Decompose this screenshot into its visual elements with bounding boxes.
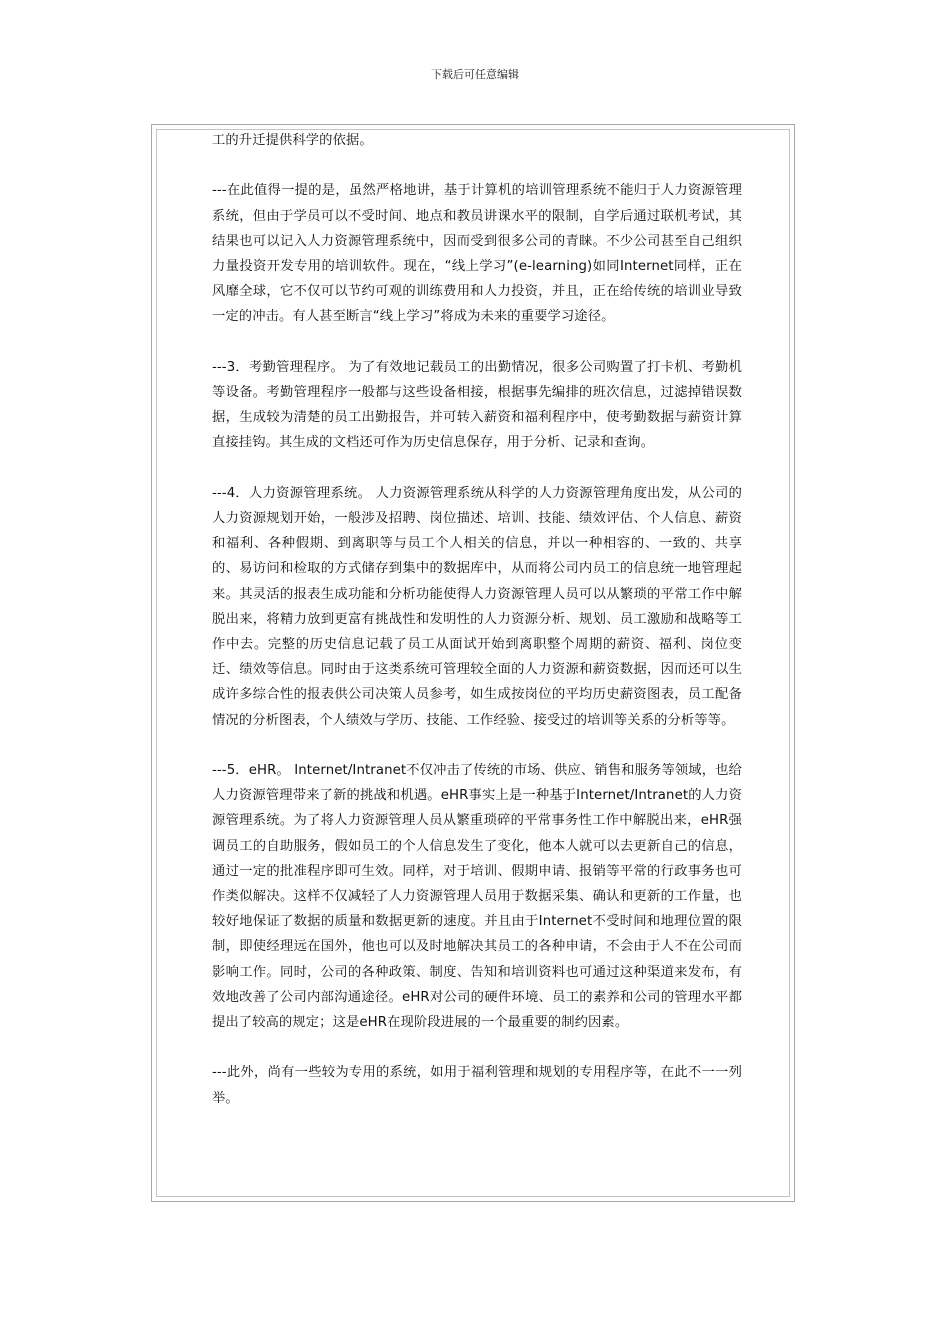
paragraph-ehr: ---5．eHR。 Internet/Intranet不仅冲击了传统的市场、供应、销售和服务等领域，也给人力资源管理带来了新的挑战和机遇。eHR事实上是一种基于Internet/Intranet的人力资源管理系统。为了将人力资源管理人员从繁重琐碎的平常事务性工作中解脱出来，eHR强调员工的自助服务，假如员工的个人信息发生了变化，他本人就可以去更新自己的信息，通过一定的批准程序即可生效。同样，对于培训、假期申请、报销等平常的行政事务也可作类似解决。这样不仅减轻了人力资源管理人员用于数据采集、确认和更新的工作量，也较好地保证了数据的质量和数据更新的速度。并且由于Internet不受时间和地理位置的限制，即使经理远在国外，他也可以及时地解决其员工的各种申请，不会由于人不在公司而影响工作。同时，公司的各种政策、制度、告知和培训资料也可通过这种渠道来发布，有效地改善了公司内部沟通途径。eHR对公司的硬件环境、员工的素养和公司的管理水平都提出了较高的规定；这是eHR在现阶段进展的一个最重要的制约因素。 xyxy=(212,763,742,1031)
paragraph-gap xyxy=(212,330,742,355)
paragraph-continuation: 工的升迁提供科学的依据。 xyxy=(212,133,373,148)
paragraph-gap xyxy=(212,733,742,758)
paragraph-gap xyxy=(212,153,742,178)
paragraph-hr-management-system: ---4．人力资源管理系统。 人力资源管理系统从科学的人力资源管理角度出发，从公司的人力资源规划开始，一般涉及招聘、岗位描述、培训、技能、绩效评估、个人信息、薪资和福利、各种假期、到离职等与员工个人相关的信息，并以一种相容的、一致的、共享的、易访问和检取的方式储存到集中的数据库中，从而将公司内员工的信息统一地管理起来。其灵活的报表生成功能和分析功能使得人力资源管理人员可以从繁琐的平常工作中解脱出来，将精力放到更富有挑战性和发明性的人力资源分析、规划、员工激励和战略等工作中去。完整的历史信息记载了员工从面试开始到离职整个周期的薪资、福利、岗位变迁、绩效等信息。同时由于这类系统可管理较全面的人力资源和薪资数据，因而还可以生成许多综合性的报表供公司决策人员参考，如生成按岗位的平均历史薪资图表，员工配备情况的分析图表，个人绩效与学历、技能、工作经验、接受过的培训等关系的分析等等。 xyxy=(212,485,742,728)
paragraph-attendance-program: ---3．考勤管理程序。 为了有效地记载员工的出勤情况，很多公司购置了打卡机、考勤机等设备。考勤管理程序一般都与这些设备相接，根据事先编排的班次信息，过滤掉错误数据，生成较为清楚的员工出勤报告，并可转入薪资和福利程序中，使考勤数据与薪资计算直接挂钩。其生成的文档还可作为历史信息保存，用于分析、记录和查询。 xyxy=(212,359,742,451)
document-body xyxy=(212,128,742,1111)
page-header: 下载后可任意编辑 xyxy=(431,68,519,81)
paragraph-gap xyxy=(212,1035,742,1060)
paragraph-other-systems: ---此外，尚有一些较为专用的系统，如用于福利管理和规划的专用程序等，在此不一一列举。 xyxy=(212,1065,742,1106)
paragraph-gap xyxy=(212,456,742,481)
paragraph-training-software: ---在此值得一提的是，虽然严格地讲，基于计算机的培训管理系统不能归于人力资源管理系统，但由于学员可以不受时间、地点和教员讲课水平的限制，自学后通过联机考试，其结果也可以记入人力资源管理系统中，因而受到很多公司的青睐。不少公司甚至自己组织力量投资开发专用的培训软件。现在，“线上学习”(e-learning)如同Internet同样，正在风靡全球，它不仅可以节约可观的训练费用和人力投资，并且，正在给传统的培训业导致一定的冲击。有人甚至断言“线上学习”将成为未来的重要学习途径。 xyxy=(212,183,742,325)
